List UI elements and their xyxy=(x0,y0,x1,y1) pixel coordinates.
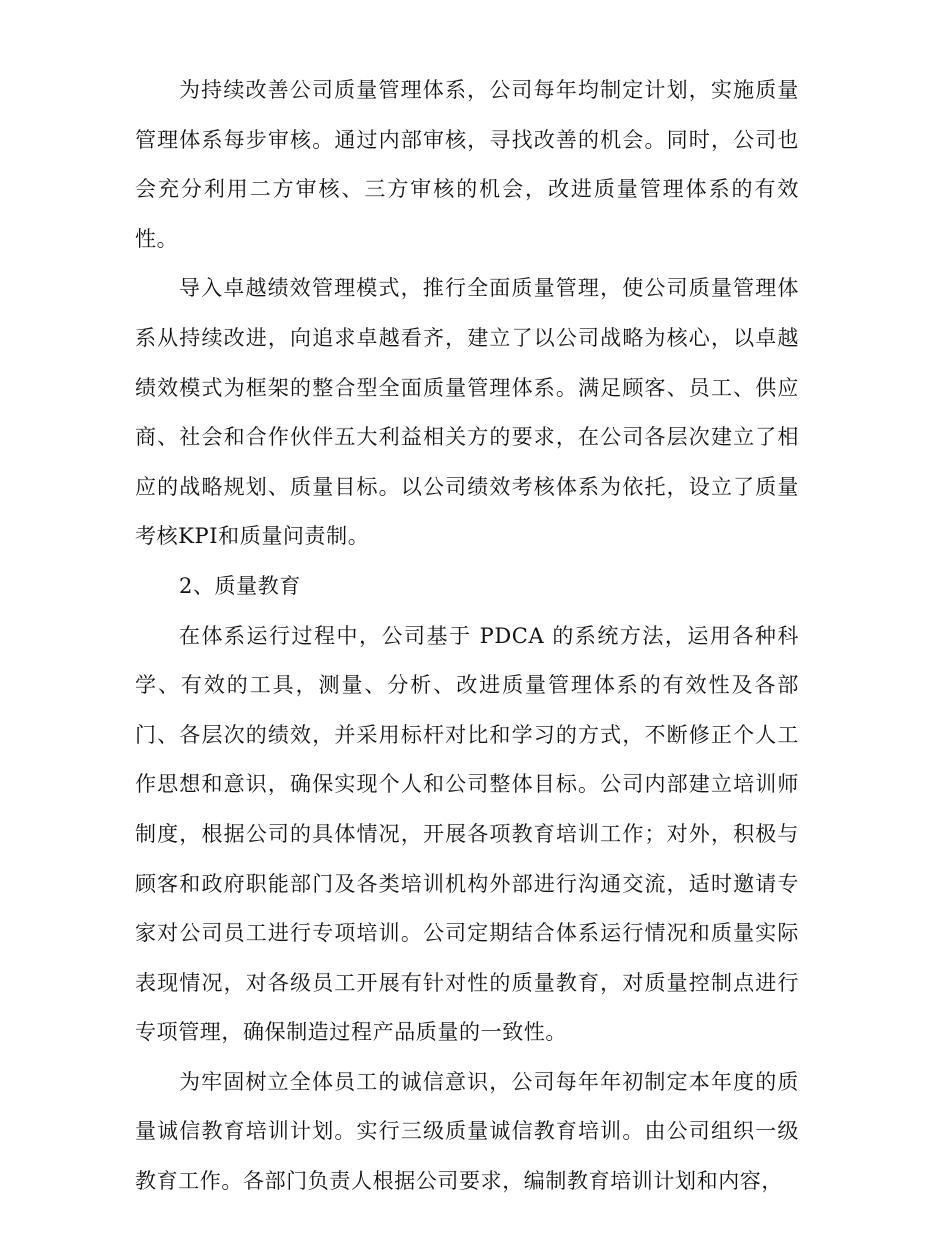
paragraph-integrity-training: 为牢固树立全体员工的诚信意识，公司每年年初制定本年度的质量诚信教育培训计划。实行三级质量诚信教育培训。由公司组织一级教育工作。各部门负责人根据公司要求，编制教育培训计划和内容， xyxy=(135,1069,799,1194)
document-body xyxy=(135,66,799,1207)
section-heading-quality-education: 2、质量教育 xyxy=(179,573,301,598)
paragraph-audit: 为持续改善公司质量管理体系，公司每年均制定计划，实施质量管理体系每步审核。通过内部审核，寻找改善的机会。同时，公司也会充分利用二方审核、三方审核的机会，改进质量管理体系的有效性。 xyxy=(135,78,799,251)
paragraph-excellence-model: 导入卓越绩效管理模式，推行全面质量管理，使公司质量管理体系从持续改进，向追求卓越看齐，建立了以公司战略为核心，以卓越绩效模式为框架的整合型全面质量管理体系。满足顾客、员工、供应商、社会和合作伙伴五大利益相关方的要求，在公司各层次建立了相应的战略规划、质量目标。以公司绩效考核体系为依托，设立了质量考核KPI和质量问责制。 xyxy=(135,276,799,549)
paragraph-pdca: 在体系运行过程中，公司基于 PDCA 的系统方法，运用各种科学、有效的工具，测量、分析、改进质量管理体系的有效性及各部门、各层次的绩效，并采用标杆对比和学习的方式，不断修正个人工作思想和意识，确保实现个人和公司整体目标。公司内部建立培训师制度，根据公司的具体情况，开展各项教育培训工作；对外，积极与顾客和政府职能部门及各类培训机构外部进行沟通交流，适时邀请专家对公司员工进行专项培训。公司定期结合体系运行情况和质量实际表现情况，对各级员工开展有针对性的质量教育，对质量控制点进行专项管理，确保制造过程产品质量的一致性。 xyxy=(135,623,799,1045)
